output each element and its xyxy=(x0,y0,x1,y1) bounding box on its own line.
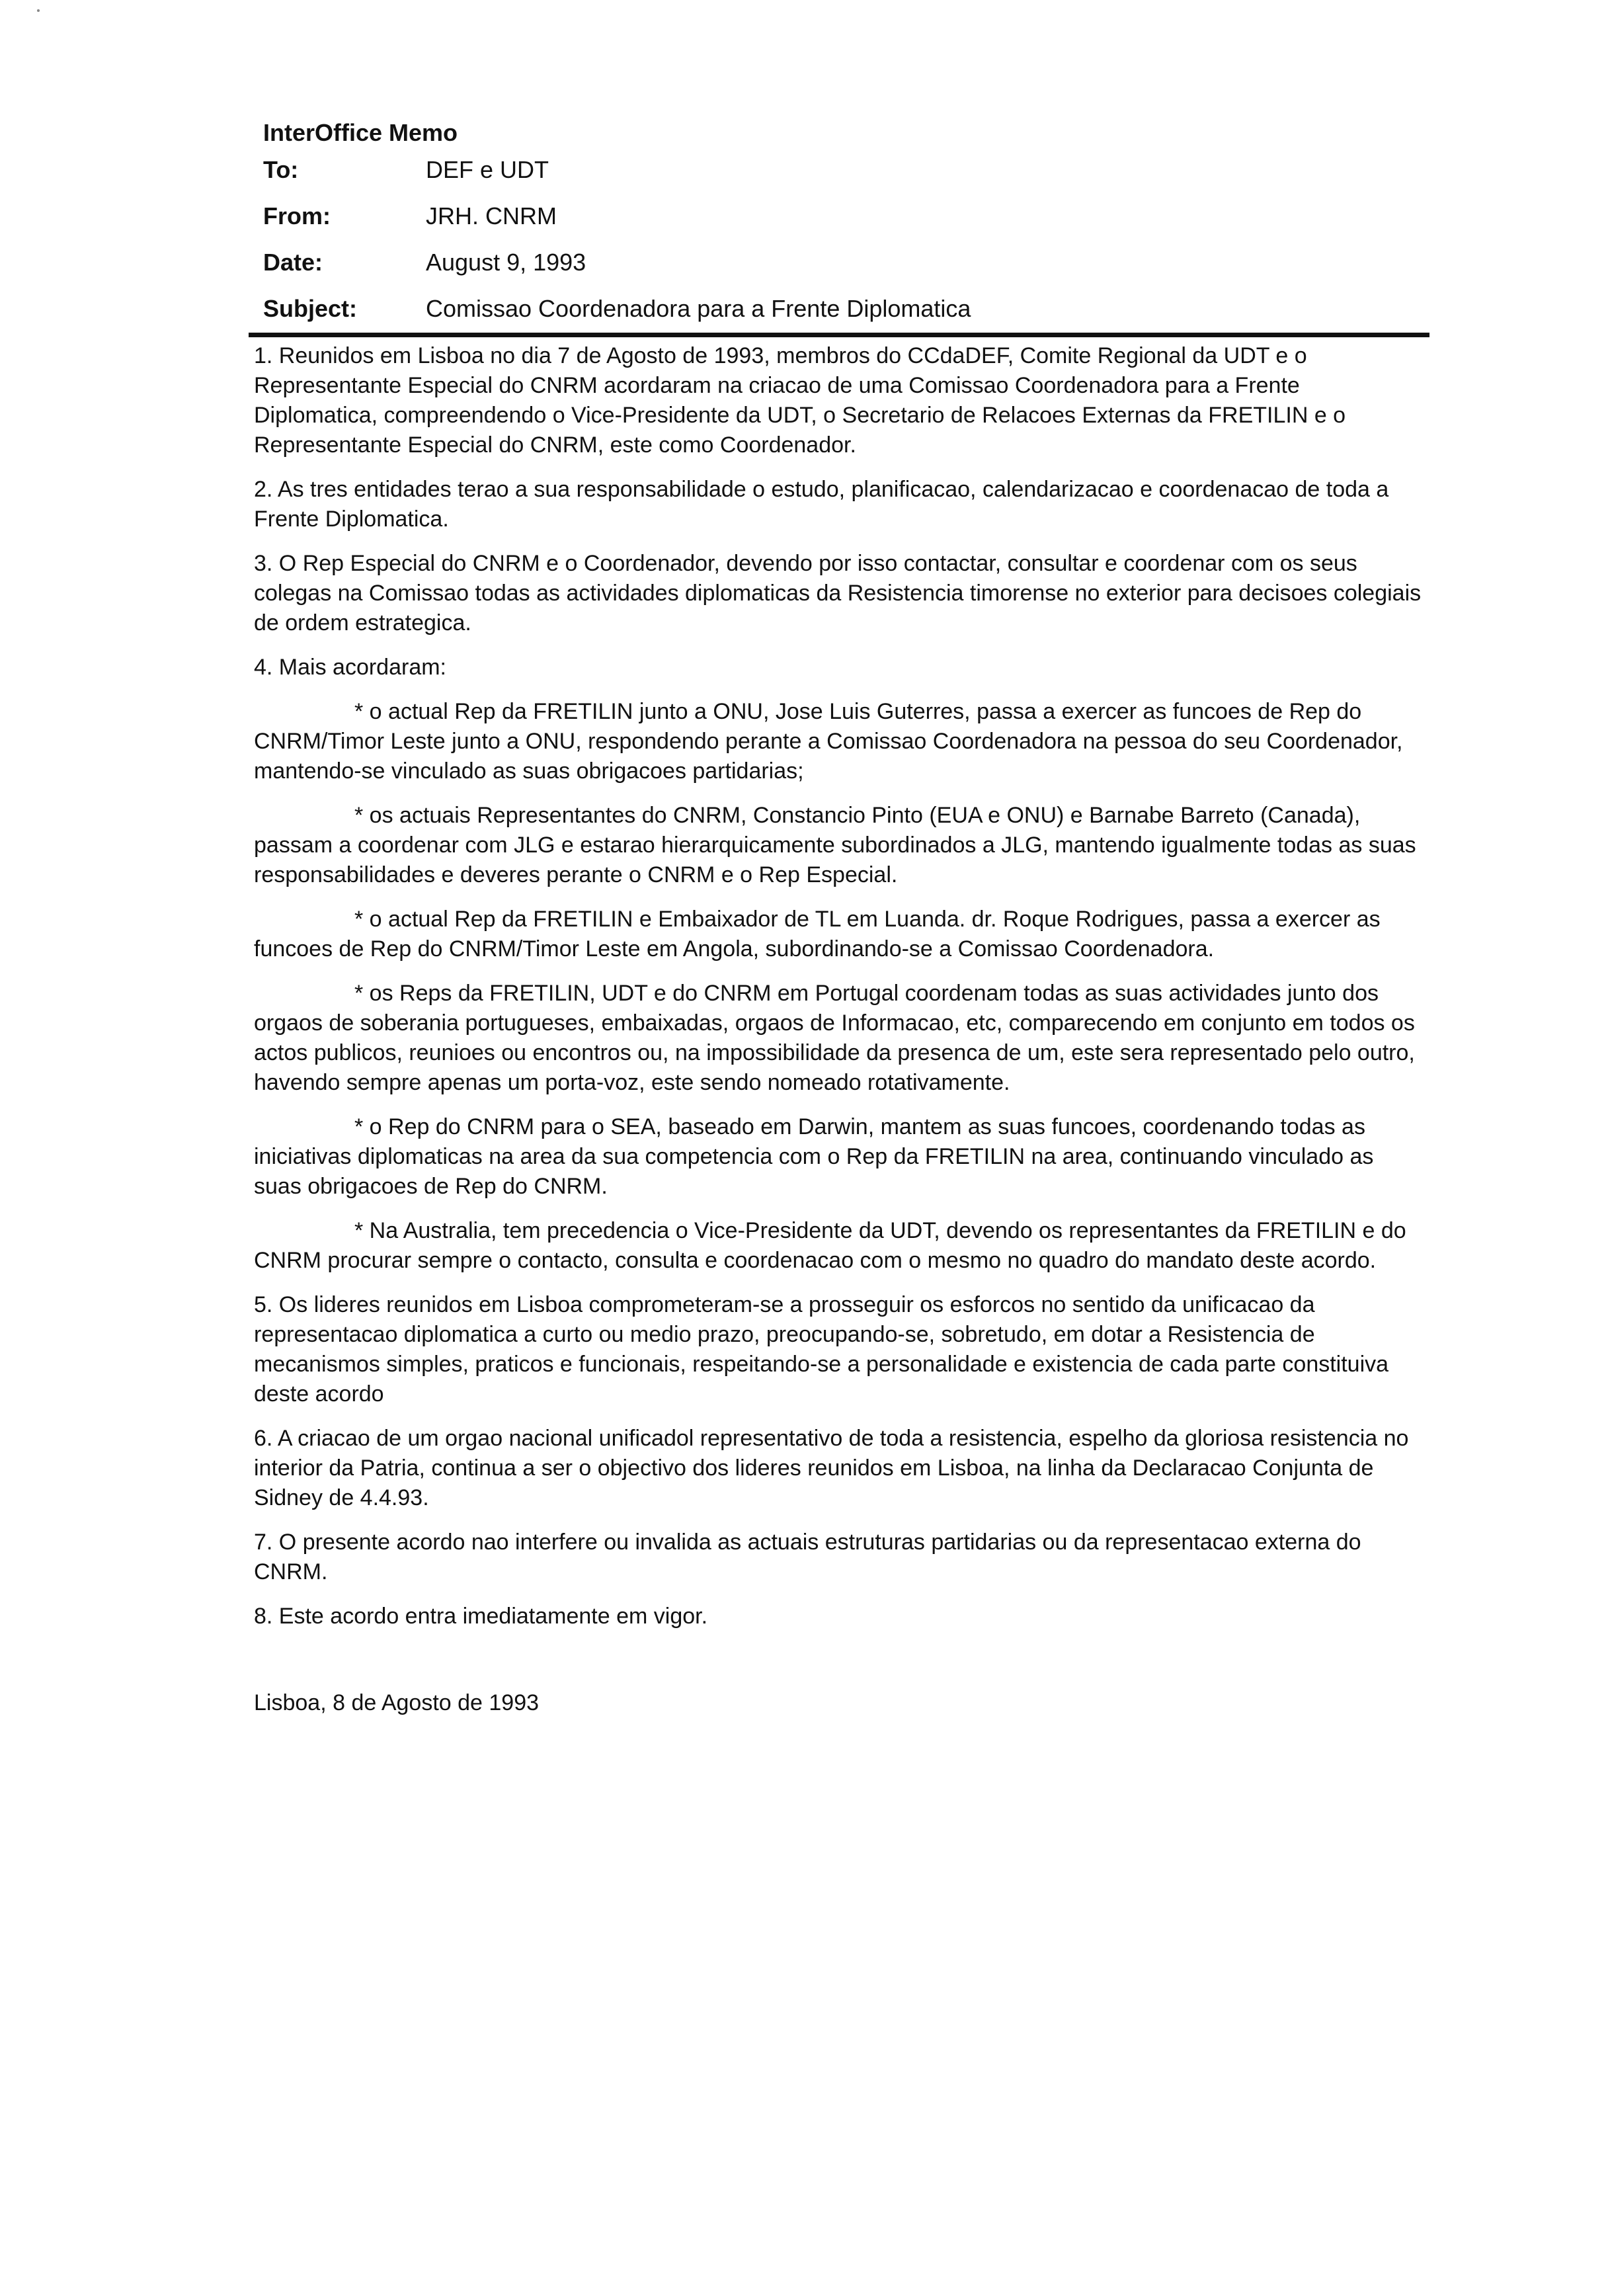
paragraph-3: 3. O Rep Especial do CNRM e o Coordenador, devendo por isso contactar, consultar e coordenar com os seus colegas na Comissao todas as actividades diplomaticas da Resistencia timorense no exterior para decisoes colegiais de ordem estrategica. xyxy=(254,551,1422,636)
from-value: JRH. CNRM xyxy=(426,202,557,229)
bullet-1: * o actual Rep da FRETILIN junto a ONU, Jose Luis Guterres, passa a exercer as funcoes de Rep do CNRM/Timor Leste junto a ONU, respondendo perante a Comissao Coordenadora na pessoa do seu Coordenador, mantendo-se vinculado as suas obrigacoes partidarias; xyxy=(254,699,1403,784)
to-label: To: xyxy=(263,156,299,183)
memo-body xyxy=(254,341,1424,1733)
paragraph-8: 8. Este acordo entra imediatamente em vigor. xyxy=(254,1604,708,1629)
date-value: August 9, 1993 xyxy=(426,249,586,276)
subject-value: Comissao Coordenadora para a Frente Diplomatica xyxy=(426,295,971,322)
closing-place-date: Lisboa, 8 de Agosto de 1993 xyxy=(254,1690,540,1715)
bullet-2: * os actuais Representantes do CNRM, Constancio Pinto (EUA e ONU) e Barnabe Barreto (Canada), passam a coordenar com JLG e estarao hierarquicamente subordinados a JLG, mantendo igualmente todas as suas responsabilidades e deveres perante o CNRM e o Rep Especial. xyxy=(254,803,1416,887)
paragraph-6: 6. A criacao de um orgao nacional unificadol representativo de toda a resistencia, espelho da gloriosa resistencia no interior da Patria, continua a ser o objectivo dos lideres reunidos em Lisboa, na linha da Declaracao Conjunta de Sidney de 4.4.93. xyxy=(254,1426,1409,1510)
paragraph-1: 1. Reunidos em Lisboa no dia 7 de Agosto de 1993, membros do CCdaDEF, Comite Regional da UDT e o Representante Especial do CNRM acordaram na criacao de uma Comissao Coordenadora para a Frente Diplomatica, compreendendo o Vice-Presidente da UDT, o Secretario de Relacoes Externas da FRETILIN e o Representante Especial do CNRM, este como Coordenador. xyxy=(254,343,1346,458)
header-divider xyxy=(249,333,1429,337)
bullet-6: * Na Australia, tem precedencia o Vice-Presidente da UDT, devendo os representantes da FRETILIN e do CNRM procurar sempre o contacto, consulta e coordenacao com o mesmo no quadro do mandato deste acordo. xyxy=(254,1218,1406,1273)
to-value: DEF e UDT xyxy=(426,156,549,183)
paragraph-4: 4. Mais acordaram: xyxy=(254,655,446,680)
paragraph-5: 5. Os lideres reunidos em Lisboa comprometeram-se a prosseguir os esforcos no sentido da unificacao da representacao diplomatica a curto ou medio prazo, preocupando-se, sobretudo, em dotar a Resistencia de mecanismos simples, praticos e funcionais, respeitando-se a personalidade e existencia de cada parte constituiva deste acordo xyxy=(254,1292,1389,1407)
paragraph-7: 7. O presente acordo nao interfere ou invalida as actuais estruturas partidarias ou da representacao externa do CNRM. xyxy=(254,1530,1361,1584)
memo-title: InterOffice Memo xyxy=(263,119,458,146)
date-row xyxy=(263,249,1414,295)
paragraph-2: 2. As tres entidades terao a sua responsabilidade o estudo, planificacao, calendarizacao e coordenacao de toda a Frente Diplomatica. xyxy=(254,477,1389,532)
scan-speck xyxy=(37,9,40,12)
bullet-5: * o Rep do CNRM para o SEA, baseado em Darwin, mantem as suas funcoes, coordenando todas as iniciativas diplomaticas na area da sua competencia com o Rep da FRETILIN na area, continuando vinculado as suas obrigacoes de Rep do CNRM. xyxy=(254,1114,1374,1199)
memo-header xyxy=(263,116,1414,341)
from-row xyxy=(263,202,1414,249)
date-label: Date: xyxy=(263,249,323,276)
bullet-3: * o actual Rep da FRETILIN e Embaixador de TL em Luanda. dr. Roque Rodrigues, passa a exercer as funcoes de Rep do CNRM/Timor Leste em Angola, subordinando-se a Comissao Coordenadora. xyxy=(254,907,1381,962)
bullet-4: * os Reps da FRETILIN, UDT e do CNRM em Portugal coordenam todas as suas actividades junto dos orgaos de soberania portugueses, embaixadas, orgaos de Informacao, etc, comparecendo em conjunto em todos os actos publicos, reunioes ou encontros ou, na impossibilidade da presenca de um, este sera representado pelo outro, havendo sempre apenas um porta-voz, este sendo nomeado rotativamente. xyxy=(254,981,1415,1095)
from-label: From: xyxy=(263,202,331,229)
to-row xyxy=(263,156,1414,202)
subject-label: Subject: xyxy=(263,295,358,322)
